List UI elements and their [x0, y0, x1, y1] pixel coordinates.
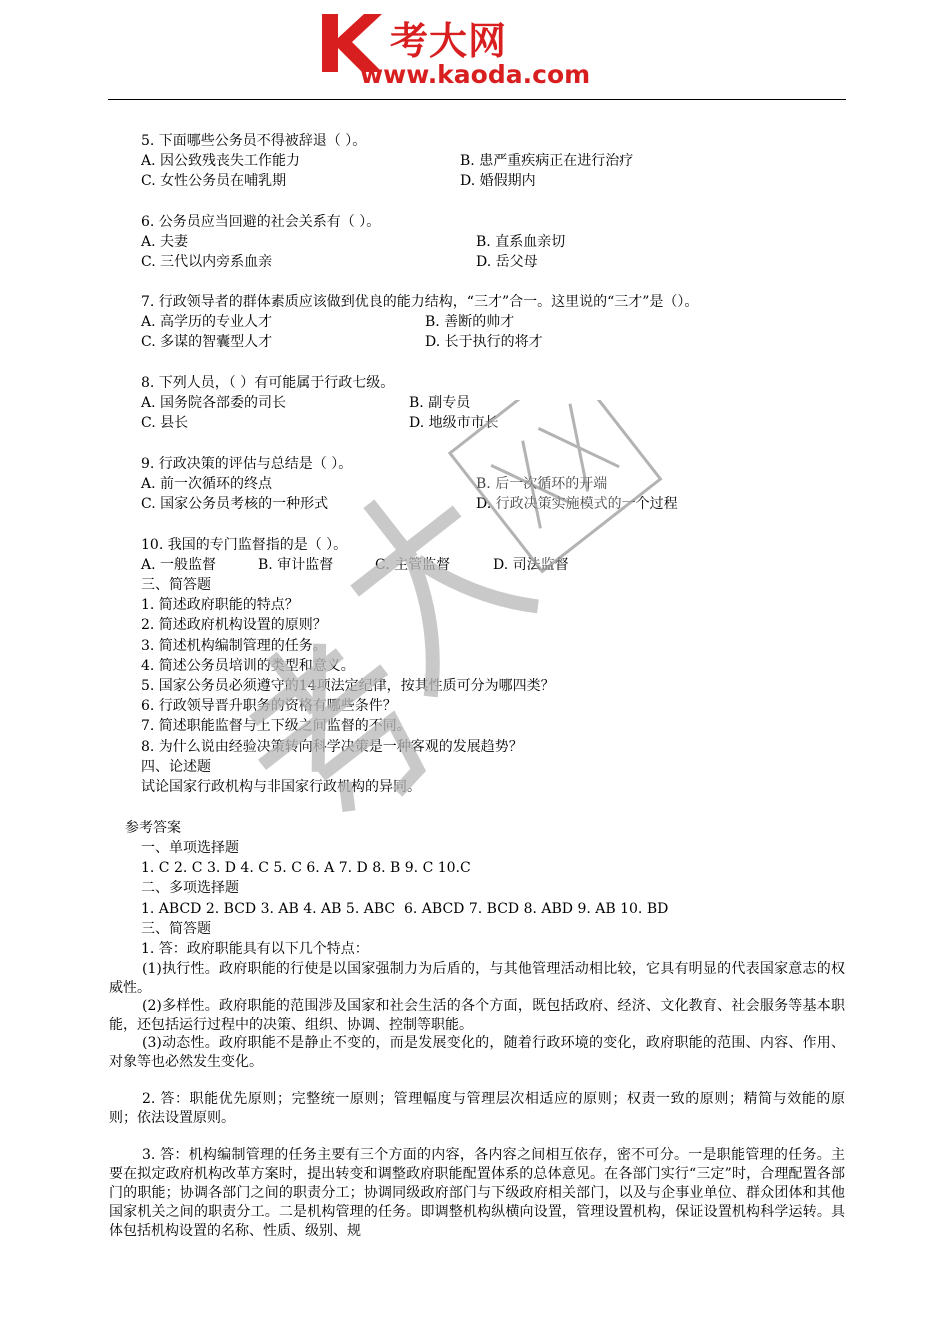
list-item: 6. 行政领导晋升职务的资格有哪些条件？ — [141, 698, 397, 714]
option: D. 婚假期内 — [460, 173, 536, 189]
option: B. 直系血亲切 — [476, 234, 566, 250]
option: A. 一般监督 — [141, 557, 217, 573]
answer-paragraph: (2)多样性。政府职能的范围涉及国家和社会生活的各个方面，既包括政府、经济、文化教育、社会服务等基本职能，还包括运行过程中的决策、组织、协调、控制等职能。 — [109, 998, 845, 1033]
option: C. 县长 — [141, 415, 189, 431]
section-heading: 三、简答题 — [141, 921, 211, 937]
answer-paragraph: 3. 答：机构编制管理的任务主要有三个方面的内容，各内容之间相互依存，密不可分。一是职能管理的任务。主要在拟定政府机构改革方案时，提出转变和调整政府职能配置体系的总体意见。在各部门实行“三定”时，合理配置各部门的职能；协调各部门之间的职责分工；协调同级政府部门与下级政府相关部门，以及与企事业单位、群众团体和其他国家机关之间的职责分工。二是机构管理的任务。即调整机构纵横向设置，管理设置机构，保证设置机构科学运转。具体包括机构设置的名称、性质、级别、规 — [109, 1147, 845, 1239]
option: D. 司法监督 — [493, 557, 569, 573]
list-item: 5. 国家公务员必须遵守的14项法定纪律，按其性质可分为哪四类？ — [141, 678, 555, 694]
logo-text: 考大网 — [390, 19, 508, 63]
option: C. 女性公务员在哺乳期 — [141, 173, 287, 189]
answer-paragraph: (3)动态性。政府职能不是静止不变的，而是发展变化的，随着行政环境的变化，政府职能的范围、内容、作用、对象等也必然发生变化。 — [109, 1035, 845, 1070]
section-heading: 一、单项选择题 — [141, 840, 239, 856]
option: B. 后一次循环的开端 — [476, 476, 608, 492]
option: B. 善断的帅才 — [425, 314, 515, 330]
option: C. 国家公务员考核的一种形式 — [141, 496, 329, 512]
option: A. 夫妻 — [141, 234, 189, 250]
section-heading: 四、论述题 — [141, 759, 211, 775]
option: D. 岳父母 — [476, 254, 538, 270]
list-item: 7. 简述职能监督与上下级之间监督的不同。 — [141, 718, 411, 734]
answers-title: 参考答案 — [125, 820, 181, 836]
question-stem: 5. 下面哪些公务员不得被辞退（ ）。 — [141, 133, 367, 149]
option: C. 多谋的智囊型人才 — [141, 334, 273, 350]
answer-paragraph: 2. 答：职能优先原则；完整统一原则；管理幅度与管理层次相适应的原则；权责一致的原则；精简与效能的原则；依法设置原则。 — [109, 1091, 845, 1126]
option: A. 高学历的专业人才 — [141, 314, 273, 330]
answer-line: 1. 答：政府职能具有以下几个特点： — [141, 941, 369, 957]
answer-line: 1. C 2. C 3. D 4. C 5. C 6. A 7. D 8. B 9. C 10.C — [141, 860, 471, 876]
option: A. 因公致残丧失工作能力 — [141, 153, 301, 169]
option: B. 审计监督 — [258, 557, 334, 573]
list-item: 1. 简述政府职能的特点？ — [141, 597, 299, 613]
answer-line: 1. ABCD 2. BCD 3. AB 4. AB 5. ABC 6. ABCD 7. BCD 8. ABD 9. AB 10. BD — [141, 901, 669, 917]
option: D. 地级市市长 — [409, 415, 499, 431]
question-stem: 6. 公务员应当回避的社会关系有（ ）。 — [141, 214, 381, 230]
option: A. 前一次循环的终点 — [141, 476, 273, 492]
section-heading: 二、多项选择题 — [141, 880, 239, 896]
question-stem: 10. 我国的专门监督指的是（ ）。 — [141, 537, 348, 553]
option: B. 患严重疾病正在进行治疗 — [460, 153, 634, 169]
option: D. 长于执行的将才 — [425, 334, 543, 350]
list-item: 4. 简述公务员培训的类型和意义。 — [141, 658, 355, 674]
logo-url: www.kaoda.com — [360, 60, 591, 89]
option: C. 三代以内旁系血亲 — [141, 254, 273, 270]
question-stem: 8. 下列人员，（ ）有可能属于行政七级。 — [141, 375, 395, 391]
question-stem: 9. 行政决策的评估与总结是（ ）。 — [141, 456, 353, 472]
answer-paragraph: (1)执行性。政府职能的行使是以国家强制力为后盾的，与其他管理活动相比较，它具有明显的代表国家意志的权威性。 — [109, 961, 845, 996]
option: C. 主管监督 — [375, 557, 451, 573]
section-heading: 三、简答题 — [141, 577, 211, 593]
option: A. 国务院各部委的司长 — [141, 395, 287, 411]
option: D. 行政决策实施模式的一个过程 — [476, 496, 678, 512]
essay-question: 试论国家行政机构与非国家行政机构的异同。 — [141, 779, 421, 795]
list-item: 3. 简述机构编制管理的任务。 — [141, 638, 327, 654]
question-stem: 7. 行政领导者的群体素质应该做到优良的能力结构，“三才”合一。这里说的“三才”是（）。 — [141, 294, 699, 310]
list-item: 2. 简述政府机构设置的原则？ — [141, 617, 327, 633]
option: B. 副专员 — [409, 395, 471, 411]
list-item: 8. 为什么说由经验决策转向科学决策是一种客观的发展趋势？ — [141, 739, 523, 755]
